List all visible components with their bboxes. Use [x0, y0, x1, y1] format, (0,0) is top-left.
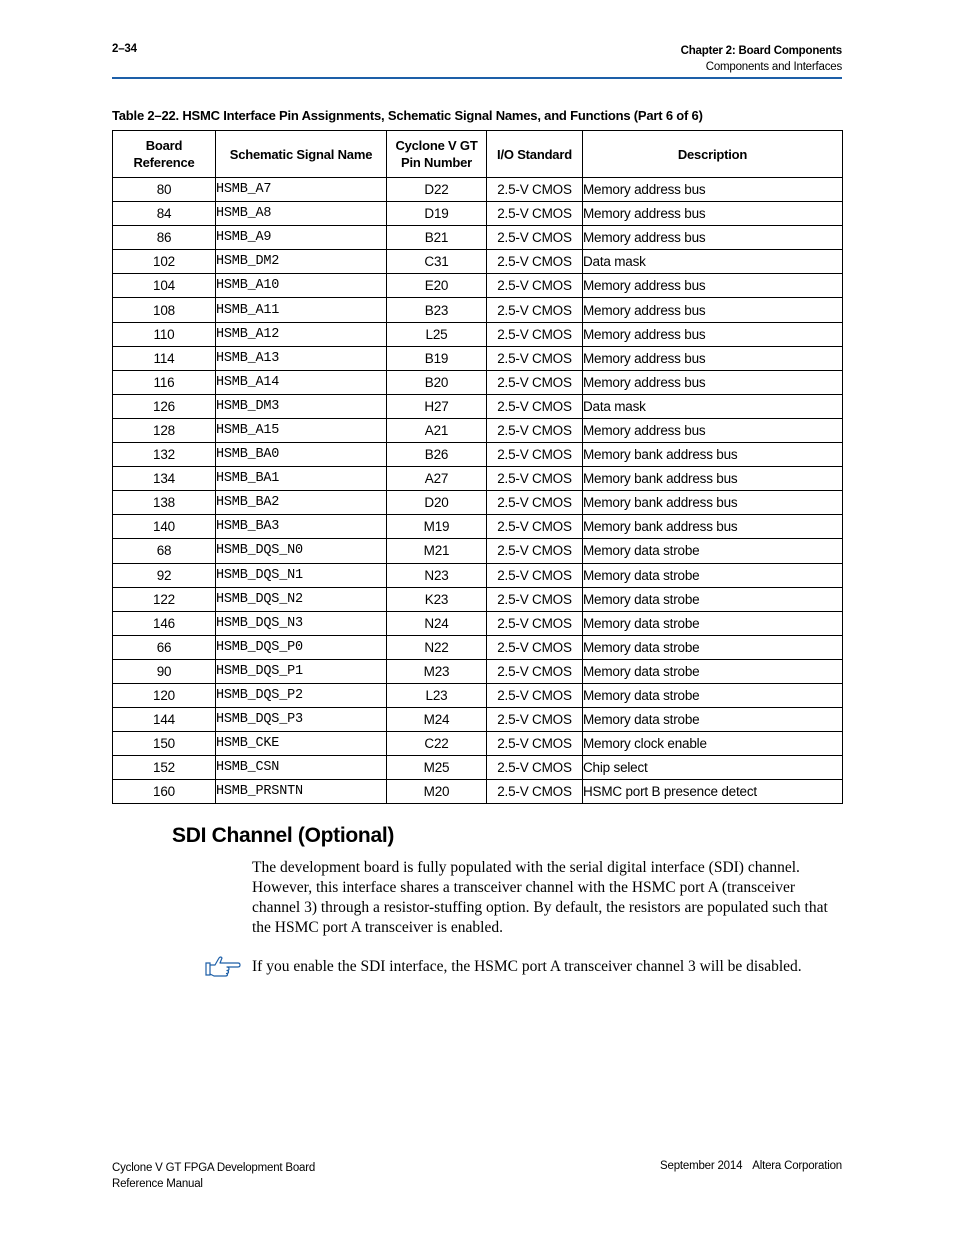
- footer-doc-title: Cyclone V GT FPGA Development Board: [112, 1162, 316, 1174]
- table-row: [113, 732, 843, 756]
- table-row: [113, 515, 843, 539]
- pin-number-cell: E20: [387, 274, 487, 298]
- board-reference-cell: 152: [113, 756, 216, 780]
- table-row: [113, 611, 843, 635]
- table-row: [113, 202, 843, 226]
- column-header: I/O Standard: [487, 131, 583, 178]
- chapter-title: Chapter 2: Board Components: [680, 45, 842, 57]
- signal-name-cell: HSMB_BA3: [216, 515, 387, 539]
- table-caption: Table 2–22. HSMC Interface Pin Assignments, Schematic Signal Names, and Functions (Part 6 of 6): [112, 108, 703, 123]
- pin-number-cell: M25: [387, 756, 487, 780]
- signal-name-cell: HSMB_DM3: [216, 394, 387, 418]
- footer-company: Altera Corporation: [752, 1160, 842, 1172]
- io-standard-cell: 2.5-V CMOS: [487, 298, 583, 322]
- table-row: [113, 563, 843, 587]
- board-reference-cell: 122: [113, 587, 216, 611]
- description-cell: Memory address bus: [583, 346, 843, 370]
- pin-number-cell: M24: [387, 708, 487, 732]
- board-reference-cell: 146: [113, 611, 216, 635]
- board-reference-cell: 66: [113, 635, 216, 659]
- signal-name-cell: HSMB_PRSNTN: [216, 780, 387, 804]
- table-row: [113, 683, 843, 707]
- pin-number-cell: M21: [387, 539, 487, 563]
- table-row: [113, 250, 843, 274]
- signal-name-cell: HSMB_DQS_N3: [216, 611, 387, 635]
- signal-name-cell: HSMB_DQS_P1: [216, 659, 387, 683]
- description-cell: Memory address bus: [583, 298, 843, 322]
- footer-date: September 2014: [660, 1160, 743, 1172]
- description-cell: Data mask: [583, 250, 843, 274]
- pin-number-cell: A21: [387, 418, 487, 442]
- description-cell: Memory address bus: [583, 178, 843, 202]
- pin-number-cell: K23: [387, 587, 487, 611]
- table-row: [113, 274, 843, 298]
- table-body: [113, 178, 843, 804]
- description-cell: Memory address bus: [583, 226, 843, 250]
- pin-number-cell: D20: [387, 491, 487, 515]
- section-heading: SDI Channel (Optional): [172, 824, 395, 847]
- description-cell: Memory address bus: [583, 370, 843, 394]
- pin-number-cell: H27: [387, 394, 487, 418]
- io-standard-cell: 2.5-V CMOS: [487, 635, 583, 659]
- table-row: [113, 443, 843, 467]
- io-standard-cell: 2.5-V CMOS: [487, 274, 583, 298]
- table-row: [113, 780, 843, 804]
- description-cell: Memory data strobe: [583, 708, 843, 732]
- pin-number-cell: C31: [387, 250, 487, 274]
- pin-number-cell: N23: [387, 563, 487, 587]
- signal-name-cell: HSMB_BA1: [216, 467, 387, 491]
- io-standard-cell: 2.5-V CMOS: [487, 178, 583, 202]
- board-reference-cell: 140: [113, 515, 216, 539]
- pin-number-cell: B26: [387, 443, 487, 467]
- signal-name-cell: HSMB_BA0: [216, 443, 387, 467]
- description-cell: Memory address bus: [583, 274, 843, 298]
- io-standard-cell: 2.5-V CMOS: [487, 370, 583, 394]
- table-row: [113, 491, 843, 515]
- column-header: Cyclone V GT Pin Number: [387, 131, 487, 178]
- signal-name-cell: HSMB_A14: [216, 370, 387, 394]
- board-reference-cell: 102: [113, 250, 216, 274]
- io-standard-cell: 2.5-V CMOS: [487, 587, 583, 611]
- io-standard-cell: 2.5-V CMOS: [487, 322, 583, 346]
- description-cell: Memory address bus: [583, 322, 843, 346]
- table-row: [113, 659, 843, 683]
- description-cell: Memory data strobe: [583, 683, 843, 707]
- board-reference-cell: 114: [113, 346, 216, 370]
- board-reference-cell: 128: [113, 418, 216, 442]
- signal-name-cell: HSMB_A9: [216, 226, 387, 250]
- table-row: [113, 298, 843, 322]
- io-standard-cell: 2.5-V CMOS: [487, 563, 583, 587]
- board-reference-cell: 84: [113, 202, 216, 226]
- table-row: [113, 346, 843, 370]
- description-cell: Chip select: [583, 756, 843, 780]
- io-standard-cell: 2.5-V CMOS: [487, 732, 583, 756]
- pin-number-cell: L23: [387, 683, 487, 707]
- pointing-hand-icon: [205, 955, 241, 977]
- io-standard-cell: 2.5-V CMOS: [487, 202, 583, 226]
- footer-left: [112, 1160, 315, 1192]
- board-reference-cell: 80: [113, 178, 216, 202]
- signal-name-cell: HSMB_DQS_P0: [216, 635, 387, 659]
- pin-number-cell: B20: [387, 370, 487, 394]
- pin-number-cell: M23: [387, 659, 487, 683]
- board-reference-cell: 116: [113, 370, 216, 394]
- section-subtitle: Components and Interfaces: [705, 61, 842, 73]
- table-row: [113, 370, 843, 394]
- io-standard-cell: 2.5-V CMOS: [487, 346, 583, 370]
- io-standard-cell: 2.5-V CMOS: [487, 539, 583, 563]
- signal-name-cell: HSMB_A15: [216, 418, 387, 442]
- io-standard-cell: 2.5-V CMOS: [487, 611, 583, 635]
- pin-number-cell: L25: [387, 322, 487, 346]
- description-cell: Memory bank address bus: [583, 443, 843, 467]
- table-row: [113, 226, 843, 250]
- table-row: [113, 539, 843, 563]
- board-reference-cell: 108: [113, 298, 216, 322]
- io-standard-cell: 2.5-V CMOS: [487, 708, 583, 732]
- board-reference-cell: 92: [113, 563, 216, 587]
- table-row: [113, 708, 843, 732]
- io-standard-cell: 2.5-V CMOS: [487, 443, 583, 467]
- io-standard-cell: 2.5-V CMOS: [487, 659, 583, 683]
- signal-name-cell: HSMB_CKE: [216, 732, 387, 756]
- table-row: [113, 635, 843, 659]
- description-cell: Memory bank address bus: [583, 467, 843, 491]
- pin-number-cell: B21: [387, 226, 487, 250]
- board-reference-cell: 150: [113, 732, 216, 756]
- board-reference-cell: 138: [113, 491, 216, 515]
- header-rule: [112, 77, 842, 79]
- io-standard-cell: 2.5-V CMOS: [487, 467, 583, 491]
- description-cell: Memory address bus: [583, 202, 843, 226]
- pin-number-cell: A27: [387, 467, 487, 491]
- column-header: Board Reference: [113, 131, 216, 178]
- pin-number-cell: C22: [387, 732, 487, 756]
- description-cell: Memory data strobe: [583, 587, 843, 611]
- table-row: [113, 467, 843, 491]
- table-row: [113, 587, 843, 611]
- table-row: [113, 322, 843, 346]
- signal-name-cell: HSMB_DQS_N1: [216, 563, 387, 587]
- io-standard-cell: 2.5-V CMOS: [487, 756, 583, 780]
- signal-name-cell: HSMB_A13: [216, 346, 387, 370]
- signal-name-cell: HSMB_A10: [216, 274, 387, 298]
- note-text: If you enable the SDI interface, the HSMC port A transceiver channel 3 will be disabled.: [252, 958, 802, 975]
- description-cell: Memory data strobe: [583, 659, 843, 683]
- board-reference-cell: 104: [113, 274, 216, 298]
- signal-name-cell: HSMB_DQS_P3: [216, 708, 387, 732]
- pin-number-cell: M20: [387, 780, 487, 804]
- board-reference-cell: 68: [113, 539, 216, 563]
- column-header: Schematic Signal Name: [216, 131, 387, 178]
- table-header-row: [113, 131, 843, 178]
- description-cell: Memory bank address bus: [583, 515, 843, 539]
- io-standard-cell: 2.5-V CMOS: [487, 394, 583, 418]
- signal-name-cell: HSMB_DQS_N0: [216, 539, 387, 563]
- io-standard-cell: 2.5-V CMOS: [487, 515, 583, 539]
- board-reference-cell: 144: [113, 708, 216, 732]
- body-paragraph: The development board is fully populated with the serial digital interface (SDI) channel. However, this interface shares a transceiver channel with the HSMC port A (transceiver channel 3) through a resistor-stuffing option. By default, the resistors are populated such that the HSMC port A transceiver is enabled.: [252, 859, 828, 936]
- board-reference-cell: 86: [113, 226, 216, 250]
- board-reference-cell: 110: [113, 322, 216, 346]
- signal-name-cell: HSMB_DQS_P2: [216, 683, 387, 707]
- column-header: Description: [583, 131, 843, 178]
- io-standard-cell: 2.5-V CMOS: [487, 250, 583, 274]
- pin-number-cell: N24: [387, 611, 487, 635]
- io-standard-cell: 2.5-V CMOS: [487, 226, 583, 250]
- signal-name-cell: HSMB_DQS_N2: [216, 587, 387, 611]
- io-standard-cell: 2.5-V CMOS: [487, 418, 583, 442]
- board-reference-cell: 90: [113, 659, 216, 683]
- page-number: 2–34: [112, 43, 137, 55]
- description-cell: Memory data strobe: [583, 539, 843, 563]
- description-cell: Data mask: [583, 394, 843, 418]
- io-standard-cell: 2.5-V CMOS: [487, 491, 583, 515]
- board-reference-cell: 134: [113, 467, 216, 491]
- signal-name-cell: HSMB_BA2: [216, 491, 387, 515]
- description-cell: Memory data strobe: [583, 563, 843, 587]
- signal-name-cell: HSMB_CSN: [216, 756, 387, 780]
- signal-name-cell: HSMB_A8: [216, 202, 387, 226]
- board-reference-cell: 160: [113, 780, 216, 804]
- board-reference-cell: 126: [113, 394, 216, 418]
- pin-number-cell: B23: [387, 298, 487, 322]
- footer-doc-subtitle: Reference Manual: [112, 1178, 203, 1190]
- io-standard-cell: 2.5-V CMOS: [487, 683, 583, 707]
- table-row: [113, 178, 843, 202]
- board-reference-cell: 120: [113, 683, 216, 707]
- io-standard-cell: 2.5-V CMOS: [487, 780, 583, 804]
- description-cell: Memory data strobe: [583, 635, 843, 659]
- signal-name-cell: HSMB_DM2: [216, 250, 387, 274]
- running-header: [681, 43, 842, 75]
- pin-number-cell: D22: [387, 178, 487, 202]
- description-cell: Memory clock enable: [583, 732, 843, 756]
- pin-number-cell: B19: [387, 346, 487, 370]
- table-row: [113, 394, 843, 418]
- signal-name-cell: HSMB_A11: [216, 298, 387, 322]
- board-reference-cell: 132: [113, 443, 216, 467]
- table-row: [113, 418, 843, 442]
- description-cell: Memory address bus: [583, 418, 843, 442]
- footer-right: [660, 1160, 842, 1172]
- description-cell: HSMC port B presence detect: [583, 780, 843, 804]
- table-row: [113, 756, 843, 780]
- signal-name-cell: HSMB_A12: [216, 322, 387, 346]
- pin-assignment-table: [112, 130, 843, 804]
- description-cell: Memory data strobe: [583, 611, 843, 635]
- description-cell: Memory bank address bus: [583, 491, 843, 515]
- pin-number-cell: N22: [387, 635, 487, 659]
- pin-number-cell: M19: [387, 515, 487, 539]
- signal-name-cell: HSMB_A7: [216, 178, 387, 202]
- pin-number-cell: D19: [387, 202, 487, 226]
